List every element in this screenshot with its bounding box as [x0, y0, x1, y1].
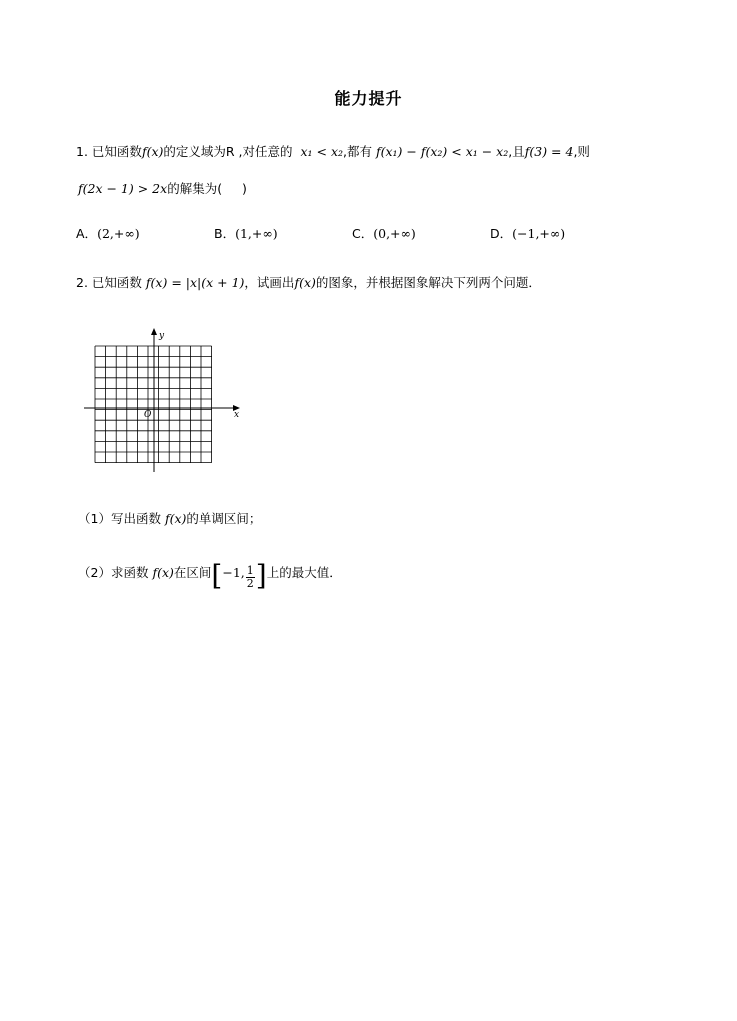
q2-sub1-number: （1）: [78, 511, 111, 526]
coordinate-grid: [80, 326, 250, 476]
y-axis-label: y: [159, 331, 165, 341]
option-value: (2,+∞): [97, 226, 140, 241]
q1-option-a: [76, 224, 140, 242]
q1-option-c: [352, 224, 416, 242]
q1-text-6: 的解集为(: [167, 181, 223, 196]
origin-label: O: [144, 410, 152, 420]
q2-text-2: ，试画出: [244, 275, 295, 290]
fraction-numerator: 1: [246, 564, 254, 577]
q1-text-7: ): [241, 181, 247, 196]
q1-text-4: ,且: [508, 144, 525, 159]
fraction-one-half: [246, 565, 255, 590]
option-label: B．: [214, 226, 236, 241]
q2-sub2-text-1: 求函数: [110, 565, 149, 580]
interval-start: −1,: [222, 565, 245, 580]
q1-line-1: [76, 143, 590, 161]
fraction-denominator: 2: [246, 577, 254, 590]
q1-inequality: f(2x − 1) > 2x: [78, 181, 168, 196]
q1-text-1: 已知函数: [91, 144, 142, 159]
q2-number: 2.: [76, 275, 88, 290]
y-axis-arrow: [151, 328, 157, 335]
q2-sub1-text-1: 写出函数: [110, 511, 161, 526]
q1-condition-2: f(x₁) − f(x₂) < x₁ − x₂: [375, 144, 509, 159]
q2-sub2-text-2: 在区间: [173, 565, 212, 580]
q1-f-x: f(x): [141, 144, 164, 159]
q2-text-1: 已知函数: [91, 275, 142, 290]
q1-text-2: 的定义域为R ,对任意的: [163, 144, 293, 159]
q2-sub1-f-x: f(x): [164, 511, 187, 526]
q2-sub2-f-x: f(x): [152, 565, 174, 580]
q1-condition-3: f(3) = 4: [524, 144, 574, 159]
q1-line-2: [78, 180, 247, 198]
q1-option-b: [214, 224, 278, 242]
q2-line-1: [76, 274, 541, 292]
q2-sub-1: [78, 510, 261, 528]
x-axis-label: x: [234, 410, 240, 420]
option-label: A．: [76, 226, 98, 241]
q2-sub1-text-2: 的单调区间；: [186, 511, 262, 526]
right-bracket: ]: [255, 559, 267, 592]
left-bracket: [: [211, 559, 223, 592]
option-label: D．: [490, 226, 513, 241]
option-value: (1,+∞): [235, 226, 278, 241]
grid-lines: [95, 346, 212, 463]
q1-text-5: ,则: [573, 144, 590, 159]
option-label: C．: [352, 226, 374, 241]
option-value: (−1,+∞): [512, 226, 566, 241]
q2-text-3: 的图象，并根据图象解决下列两个问题．: [315, 275, 541, 290]
option-value: (0,+∞): [373, 226, 416, 241]
q2-sub2-number: （2）: [78, 565, 111, 580]
q2-sub-2: [78, 559, 342, 592]
q1-text-3: ,都有: [343, 144, 372, 159]
q2-sub2-text-3: 上的最大值．: [266, 565, 342, 580]
q2-function: f(x) = |x|(x + 1): [145, 275, 245, 290]
q2-f-x: f(x): [294, 275, 316, 290]
q1-condition-1: x₁ < x₂: [300, 144, 344, 159]
page-title: 能力提升: [334, 89, 403, 108]
q1-number: 1.: [76, 144, 88, 159]
q1-option-d: [490, 224, 565, 242]
